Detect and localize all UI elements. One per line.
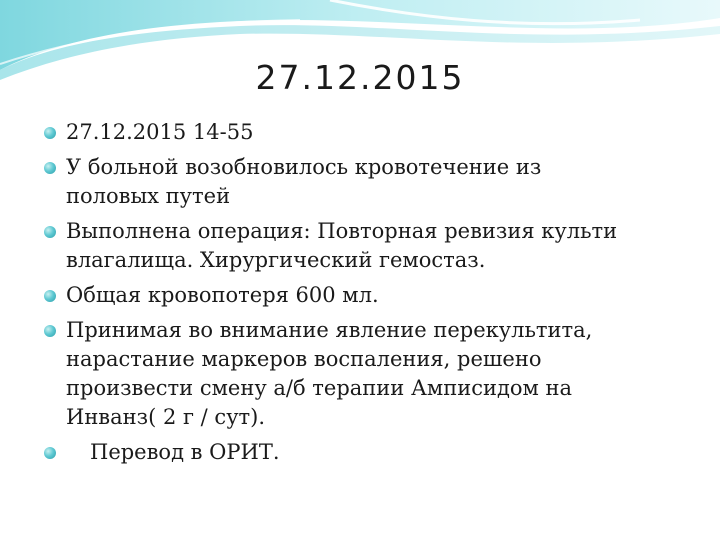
bullet-item: [44, 217, 684, 275]
bullet-dot-icon: [44, 325, 56, 337]
bullet-text: Выполнена операция: Повторная ревизия культи влагалища. Хирургический гемостаз.: [66, 219, 618, 272]
bullet-item: [44, 316, 684, 432]
bullet-dot-icon: [44, 162, 56, 174]
bullet-item: [44, 281, 684, 310]
bullet-list: [44, 118, 684, 473]
slide-title: 27.12.2015: [255, 58, 465, 97]
bullet-item: [44, 118, 684, 147]
bullet-text: Перевод в ОРИТ.: [90, 440, 280, 464]
bullet-dot-icon: [44, 290, 56, 302]
bullet-item: [44, 153, 684, 211]
bullet-text: 27.12.2015 14-55: [66, 120, 254, 144]
bullet-text: Принимая во внимание явление перекультита, нарастание маркеров воспаления, решено произвести смену а/б терапии Амписидом на Инванз( 2 г / сут).: [66, 318, 593, 429]
bullet-dot-icon: [44, 226, 56, 238]
bullet-text: Общая кровопотеря 600 мл.: [66, 283, 379, 307]
bullet-dot-icon: [44, 127, 56, 139]
bullet-text: У больной возобновилось кровотечение из половых путей: [66, 155, 542, 208]
bullet-item: [44, 438, 684, 467]
bullet-dot-icon: [44, 447, 56, 459]
